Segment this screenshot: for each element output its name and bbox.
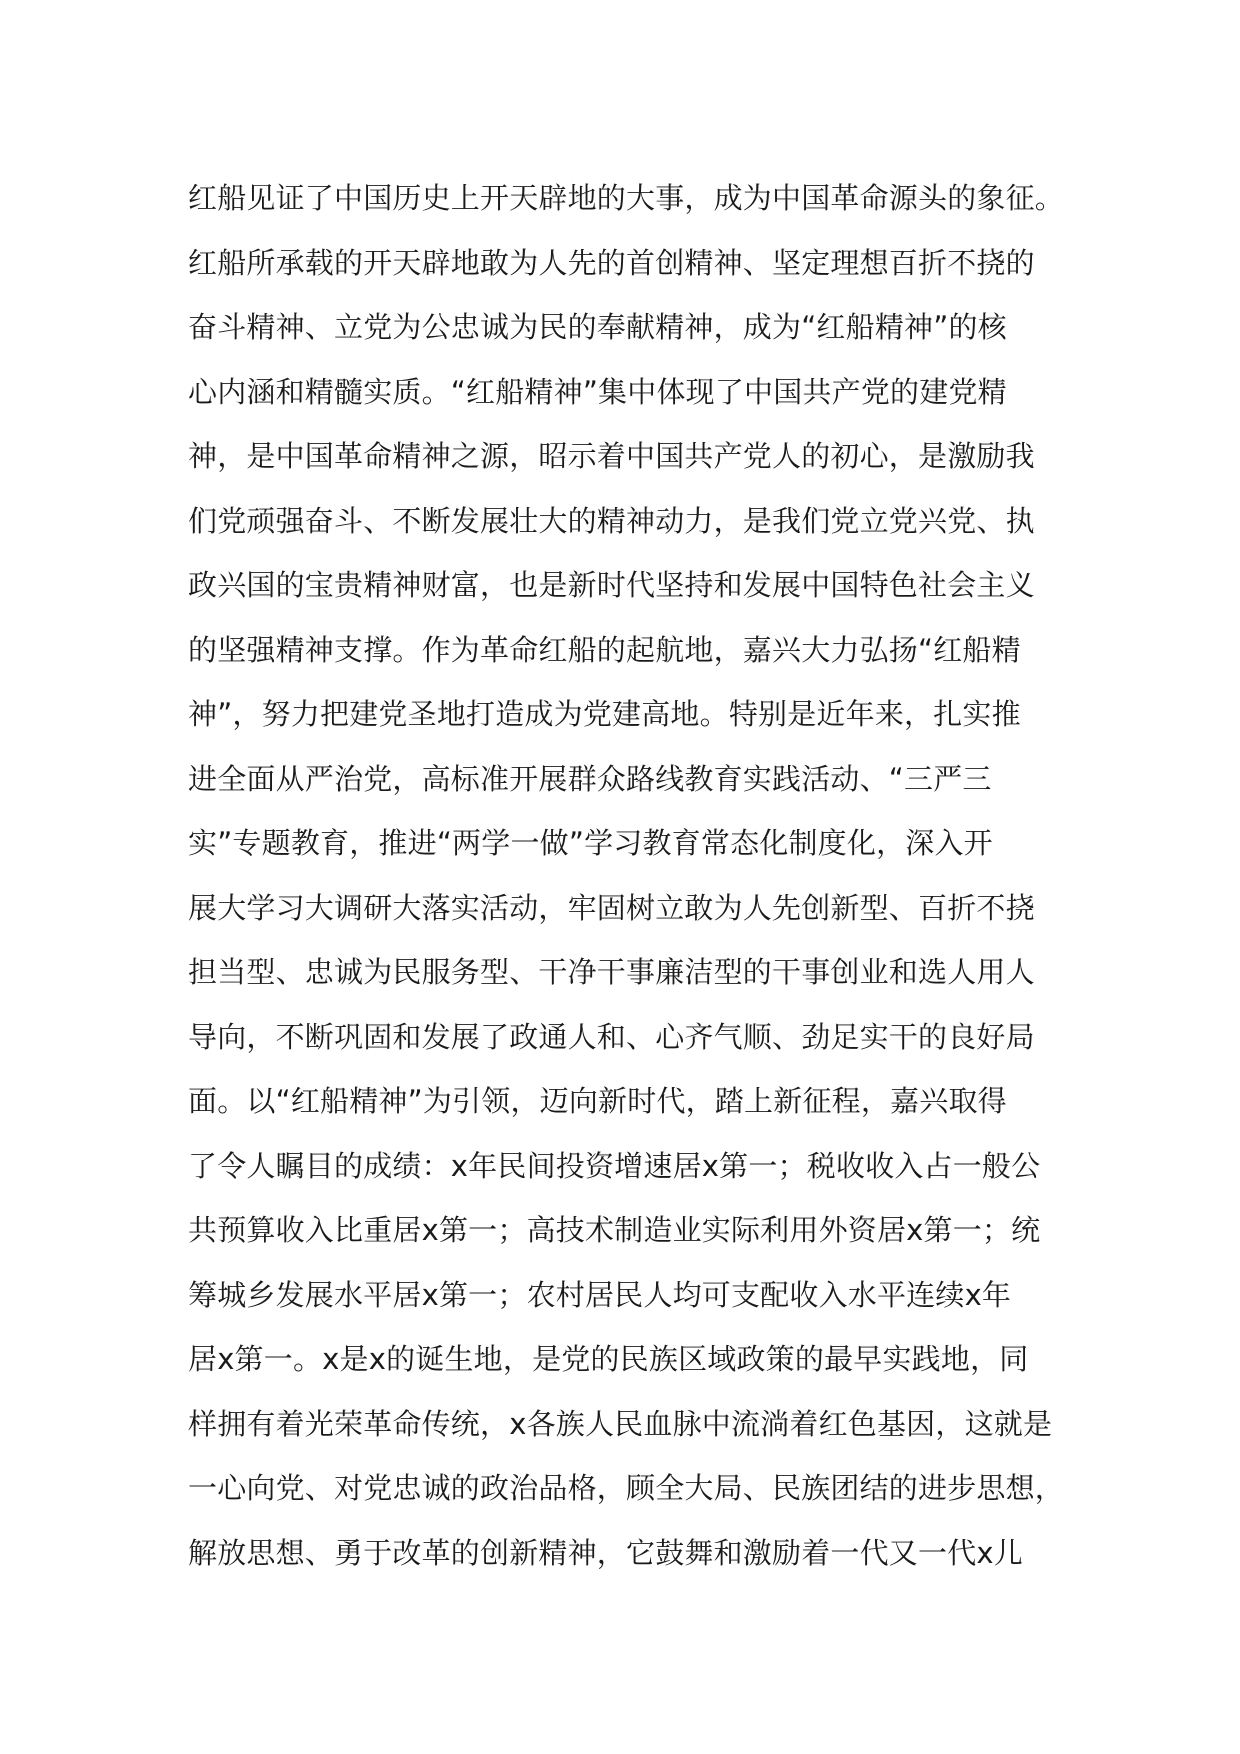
text-line-15: 面。以“红船精神”为引领，迈向新时代，踏上新征程，嘉兴取得 (188, 1084, 1007, 1118)
text-line-9: 神”，努力把建党圣地打造成为党建高地。特别是近年来，扎实推 (188, 697, 1021, 731)
text-line-17: 共预算收入比重居x第一；高技术制造业实际利用外资居x第一；统 (188, 1213, 1041, 1247)
text-line-18: 筹城乡发展水平居x第一；农村居民人均可支配收入水平连续x年 (188, 1277, 1012, 1312)
text-line-12: 展大学习大调研大落实活动，牢固树立敢为人先创新型、百折不挠 (188, 890, 1035, 925)
text-line-11: 实”专题教育，推进“两学一做”学习教育常态化制度化，深入开 (188, 826, 993, 860)
text-line-14: 导向，不断巩固和发展了政通人和、心齐气顺、劲足实干的良好局 (188, 1019, 1035, 1054)
body-paragraph (188, 166, 1088, 1585)
text-line-22: 解放思想、勇于改革的创新精神，它鼓舞和激励着一代又一代x儿 (188, 1535, 1023, 1570)
text-line-4: 心内涵和精髓实质。“红船精神”集中体现了中国共产党的建党精 (188, 374, 1007, 409)
text-line-2: 红船所承载的开天辟地敢为人先的首创精神、坚定理想百折不挠的 (188, 245, 1035, 280)
text-line-10: 进全面从严治党，高标准开展群众路线教育实践活动、“三严三 (188, 761, 992, 796)
text-line-16: 了令人瞩目的成绩：x年民间投资增速居x第一；税收收入占一般公 (188, 1148, 1041, 1183)
text-line-3: 奋斗精神、立党为公忠诚为民的奉献精神，成为“红船精神”的核 (188, 310, 1007, 344)
text-line-21: 一心向党、对党忠诚的政治品格，顾全大局、民族团结的进步思想， (188, 1471, 1065, 1505)
text-line-1: 红船见证了中国历史上开天辟地的大事，成为中国革命源头的象征。 (188, 181, 1065, 215)
text-line-7: 政兴国的宝贵精神财富，也是新时代坚持和发展中国特色社会主义 (188, 568, 1035, 602)
text-line-8: 的坚强精神支撑。作为革命红船的起航地，嘉兴大力弘扬“红船精 (188, 632, 1021, 667)
text-line-6: 们党顽强奋斗、不断发展壮大的精神动力，是我们党立党兴党、执 (188, 503, 1035, 538)
text-line-19: 居x第一。x是x的诞生地，是党的民族区域政策的最早实践地，同 (188, 1342, 1029, 1376)
text-line-20: 样拥有着光荣革命传统，x各族人民血脉中流淌着红色基因，这就是 (188, 1406, 1053, 1441)
text-line-13: 担当型、忠诚为民服务型、干净干事廉洁型的干事创业和选人用人 (188, 955, 1035, 989)
text-line-5: 神，是中国革命精神之源，昭示着中国共产党人的初心，是激励我 (188, 439, 1035, 473)
